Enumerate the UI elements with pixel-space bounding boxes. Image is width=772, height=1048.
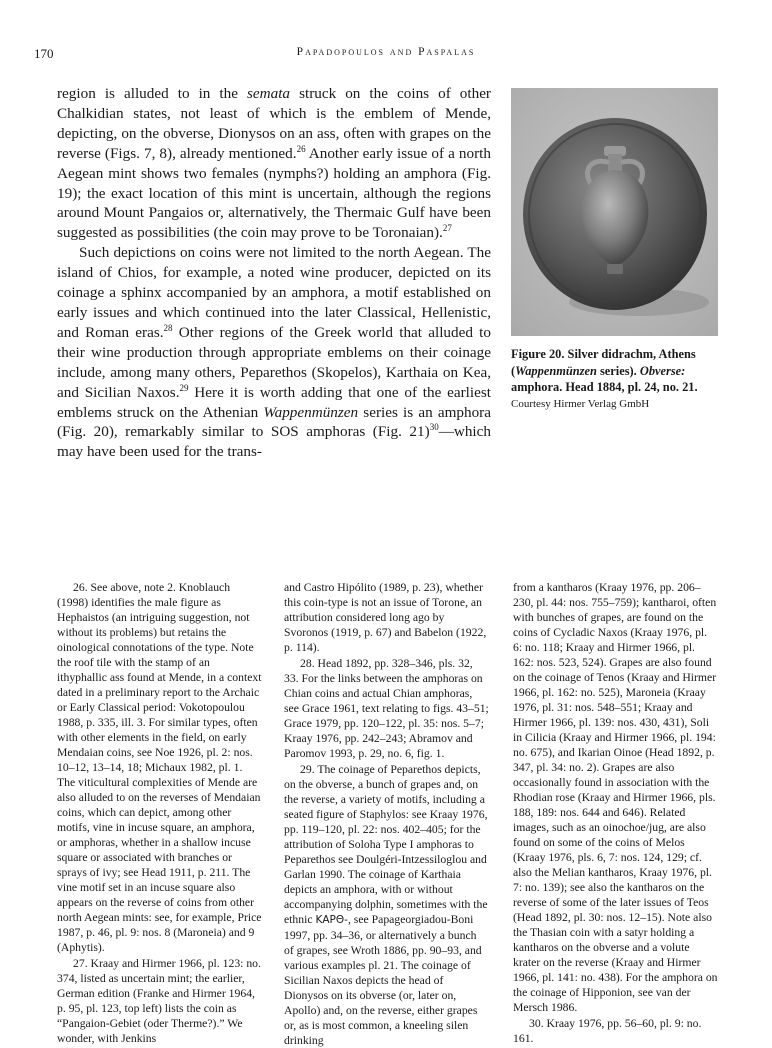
body-paragraph-2: Such depictions on coins were not limited to the north Aegean. The island of Chios, for example, a noted wine producer, depicted on its coinage a sphinx accompanied by an amphora, a motif established on early issues and which continued into the later Classical, Hellenistic, and Roman eras.$^{28}$ Other regions of the Greek world that alluded to their wine production through appropriate emblems on their coinage include, among many others, Peparethos (Skopelos), Karthaia on Kea, and Sicilian Naxos.$^{29}$ Here it is worth adding that one of the earliest emblems struck on the Athenian Wappenmünzen series is an amphora (Fig. 20), remarkably similar to SOS amphoras (Fig. 21)$^{30}$—which may have been used for the trans- bbox=[57, 244, 491, 461]
running-head: Papadopoulos and Paspalas bbox=[296, 46, 476, 58]
footnote-ref-30[interactable]: 30 bbox=[429, 422, 439, 433]
page-number: 170 bbox=[34, 46, 54, 61]
coin-photo bbox=[511, 88, 718, 336]
footnote-27: 27. Kraay and Hirmer 1966, pl. 123: no. 374, listed as uncertain mint; the earlier, German edition (Franke and Hirmer 1964, p. 95, pl. 123, top left) lists the coin as “Pangaion-Gebiet (oder Therme?).” We wonder, with Jenkins bbox=[57, 957, 261, 1045]
footnote-28: 28. Head 1892, pp. 328–346, pls. 32, 33. For the links between the amphoras on Chian coins and actual Chian amphoras, see Grace 1961, text relating to figs. 43–51; Grace 1979, pp. 120–122, pl. 35: nos. 5–7; Kraay 1976, pp. 242–243; Abramov and Paromov 1993, p. 29, no. 6, fig. 1. bbox=[284, 657, 489, 760]
footnote-30: 30. Kraay 1976, pp. 56–60, pl. 9: no. 161. bbox=[513, 1017, 702, 1045]
footnote-ref-26[interactable]: 26 bbox=[296, 143, 306, 154]
footnotes-column-3 bbox=[513, 580, 718, 1046]
footnotes-column-2 bbox=[284, 580, 489, 1048]
footnote-ref-29[interactable]: 29 bbox=[179, 382, 189, 393]
footnote-ref-28[interactable]: 28 bbox=[163, 322, 173, 333]
body-text bbox=[57, 84, 491, 462]
body-paragraph-1: region is alluded to in the semata struck on the coins of other Chalkidian states, not least of which is the emblem of Mende, depicting, on the obverse, Dionysos on an ass, often with grapes on the reverse (Figs. 7, 8), already mentioned.$^{26}$ Another early issue of a north Aegean mint shows two females (nymphs?) holding an amphora (Fig. 19); the exact location of this mint is uncertain, although the regions around Mount Pangaios or, alternatively, the Thermaic Gulf have been suggested as possibilities (the coin may prove to be Toronaian).$^{27}$ bbox=[57, 85, 491, 242]
footnote-ref-27[interactable]: 27 bbox=[442, 223, 452, 234]
footnote-26: 26. See above, note 2. Knoblauch (1998) identifies the male figure as Hephaistos (an intriguing suggestion, not without its problems) but retains the oinological connotations of the type. Note the roof tile with the stamp of an ithyphallic ass found at Mende, in a context dated in a preliminary report to the Archaic or Early Classical period: Vokotopoulou 1988, p. 335, ill. 3. For similar types, often with other elements in the field, on early Mendaian coins, see Noe 1926, pl. 2: nos. 10–12, 13–14, 18; Michaux 1982, pl. 1. The viticultural complexities of Mende are also alluded to on the reverses of Mendaian coins, which can depict, among other motifs, vine in incuse square, an amphora, or amphoras, whether in a shallow incuse square or associated with branches or sprays of ivy; see Head 1911, p. 211. The vine motif set in an incuse square also appears on the reverse of coins from other north Aegean mints: see, for example, Price 1987, p. 46, pl. 9: nos. 8 (Maroneia) and 9 (Aphytis). bbox=[57, 581, 262, 954]
caption-text: Figure 20. Silver didrachm, Athens (Wappenmünzen series). Obverse: amphora. Head 1884, pl. 24, no. 21. bbox=[511, 347, 698, 395]
footnote-29-continued: from a kantharos (Kraay 1976, pp. 206–230, pl. 44: nos. 755–759); kantharoi, often with bunches of grapes, are found on the coins of Cycladic Naxos (Kraay 1976, pl. 6: no. 118; Kraay and Hirmer 1966, pl. 162: nos. 523, 524). Grapes are also found on the coinage of Tenos (Kraay and Hirmer 1966, pl. 162: no. 525), Maroneia (Kraay 1976, pl. 31: nos. 548–551; Kraay and Hirmer 1966, pl. 139: nos. 430, 431), Soli in Cilicia (Kraay and Hirmer 1966, pl. 194: no. 675), and Ikarian Oinoe (Head 1892, p. 347, pl. 34: no. 2). Grapes are also occasionally found in association with the Rhodian rose (Kraay and Hirmer 1966, pls. 188, 189: nos. 644 and 646). Related images, such as an oinochoe/jug, are also found on some of the coins of Melos (Kraay 1976, pls. 6, 7: nos. 124, 129; cf. also the Melian kantharos, Kraay 1976, pl. 7: no. 139); see also the kantharos on the reverse of some of the later issues of Teos (Head 1892, pl. 30: nos. 12–15). Note also the Thasian coin with a satyr holding a kantharos on the obverse and a volute krater on the reverse (Kraay and Hirmer 1966, pl. 141: no. 438). For the amphora on the coinage of Hipponion, see van der Mersch 1986. bbox=[513, 581, 718, 1014]
footnote-29: 29. The coinage of Peparethos depicts, on the obverse, a bunch of grapes and, on the reverse, a variety of motifs, including a seated figure of Staphylos: see Kraay 1976, pp. 119–120, pl. 22: nos. 402–405; for the attribution of Soloha Type I amphoras to Peparethos see Doulgéri-Intzessiloglou and Garlan 1990. The coinage of Karthaia depicts an amphora, with or without accompanying dolphin, sometimes with the ethnic ΚΑΡΘ-, see Papageorgiadou-Boni 1997, pp. 34–36, or alternatively a bunch of grapes, see Wroth 1886, pp. 90–93, and various examples pl. 21. The coinage of Sicilian Naxos depicts the head of Dionysos on its obverse (or, later on, Apollo) and, on the reverse, either grapes or, as is most common, a kneeling silen drinking bbox=[284, 763, 488, 1047]
caption-credit: Courtesy Hirmer Verlag GmbH bbox=[511, 397, 650, 410]
figure-caption bbox=[511, 346, 726, 412]
footnote-27-continued: and Castro Hipólito (1989, p. 23), whether this coin-type is not an issue of Torone, an attribution considered long ago by Svoronos (1919, p. 67) and Babelon (1922, p. 114). bbox=[284, 581, 487, 654]
footnotes-column-1 bbox=[57, 580, 262, 1046]
